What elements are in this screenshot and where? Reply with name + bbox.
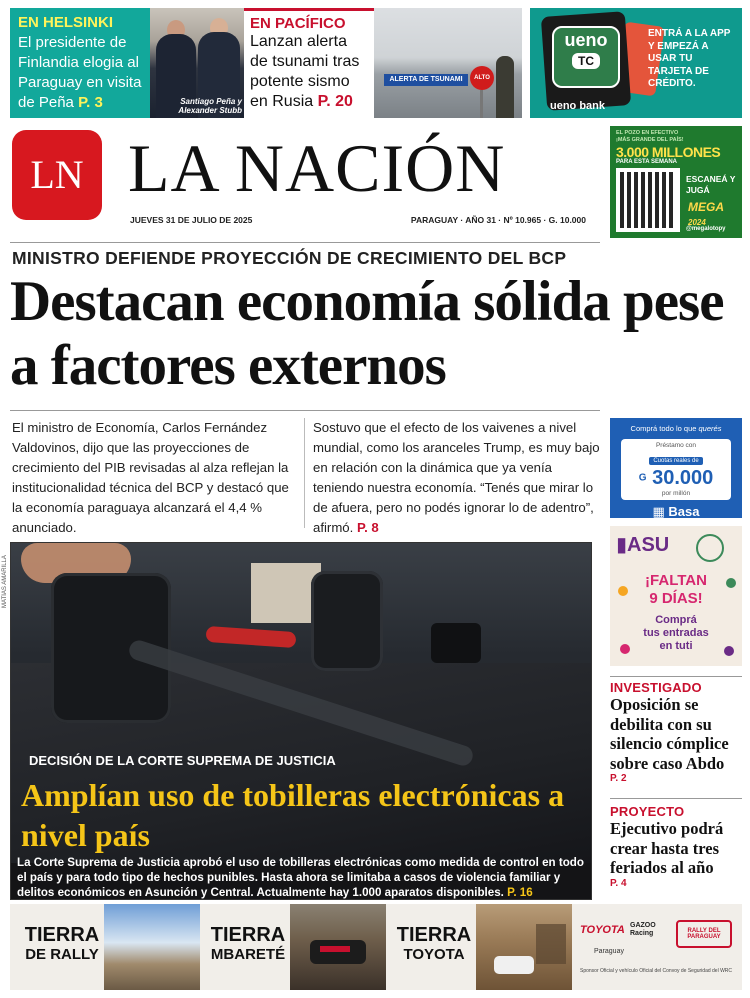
page-ref: P. 8 xyxy=(356,520,379,535)
megaloto-handle: @megalotopy xyxy=(686,226,726,232)
page-ref: P. 2 xyxy=(610,773,627,784)
megaloto-cta: ESCANEÁ Y JUGÁ xyxy=(686,174,736,195)
divider xyxy=(610,676,742,677)
page-ref: P. 4 xyxy=(610,877,627,889)
teaser-kicker: EN PACÍFICO xyxy=(250,15,346,32)
lead-headline[interactable]: Destacan economía sólida pese a factores externos xyxy=(10,270,724,397)
teaser-helsinki[interactable] xyxy=(10,8,150,118)
divider xyxy=(10,410,600,411)
basa-tagline: Comprá todo lo que querés xyxy=(630,424,722,433)
page-ref: P. 20 xyxy=(317,93,353,110)
newspaper-title[interactable]: LA NACIÓN xyxy=(128,130,506,206)
megaloto-ad[interactable] xyxy=(610,126,742,238)
teaser-pacifico-photo xyxy=(374,8,522,118)
globe-icon xyxy=(696,534,724,562)
photo-caption: Santiago Peña y Alexander Stubb xyxy=(178,97,242,115)
page-ref: P. 3 xyxy=(78,94,103,111)
megaloto-amount: 3.000 MILLONES xyxy=(616,144,721,160)
ueno-logo: ueno TC xyxy=(552,26,620,88)
rally-photo xyxy=(476,904,572,990)
teaser-pacifico[interactable] xyxy=(244,8,374,118)
sidebar-headline[interactable]: Oposición se debilita con su silencio cómplice sobre caso Abdo xyxy=(610,695,729,773)
teaser-text: Lanzan alerta de tsunami tras potente sismo en Rusia P. 20 xyxy=(250,33,360,110)
divider xyxy=(610,798,742,799)
megaloto-brand: MEGA 2024 xyxy=(688,200,724,227)
photo-credit: MATÍAS AMARILLA xyxy=(2,555,8,608)
fasu-cta: Comprá tus entradas en tuti xyxy=(643,614,709,652)
divider xyxy=(10,242,600,243)
feature-dek: La Corte Suprema de Justicia aprobó el uso de tobilleras electrónicas como medida de control en todo el país y para todo tipo de hechos punibles. Hasta ahora se limitaba a casos de violencia familiar y delitos económicos en Asunción y Central. Actualmente hay 1.000 aparatos disponibles. P. 16 xyxy=(17,856,584,899)
ueno-cta: ENTRÁ A LA APP Y EMPEZÁ A USAR TU TARJETA DE CRÉDITO. xyxy=(648,28,731,89)
sidebar-story[interactable] xyxy=(610,680,744,784)
sidebar-kicker: INVESTIGADO xyxy=(610,680,702,695)
basa-logo: ▦ Basa xyxy=(652,503,700,518)
lead-column-1: El ministro de Economía, Carlos Fernández Valdovinos, dijo que las proyecciones de crecimiento del PIB revisadas al alza reflejan la institucionalidad técnica del BCP y destacó que la economía paraguaya alcanzará el 4,4 % anunciado. xyxy=(12,420,289,535)
ln-logo[interactable]: LN xyxy=(12,130,102,220)
fasu-countdown: ¡FALTAN 9 DÍAS! xyxy=(645,572,707,607)
feature-headline[interactable]: Amplían uso de tobilleras electrónicas a nivel país xyxy=(21,777,565,853)
lead-column-2: Sostuvo que el efecto de los vaivenes a nivel mundial, como los aranceles Trump, es muy bajo en relación con la dinámica que ya venía teniendo nuestra economía. “Tenés que mirar lo de afuera, pero no podés ignorar lo de adentro”, afirmó. P. 8 xyxy=(313,420,600,535)
sidebar-kicker: PROYECTO xyxy=(610,804,685,819)
teaser-text: El presidente de Finlandia elogia al Paraguay en visita de Peña P. 3 xyxy=(18,34,142,111)
column-divider xyxy=(304,418,305,528)
sidebar-story[interactable] xyxy=(610,804,744,889)
fasu-ad[interactable] xyxy=(610,526,742,666)
feature-kicker: DECISIÓN DE LA CORTE SUPREMA DE JUSTICIA xyxy=(29,753,336,768)
basa-ad[interactable] xyxy=(610,418,742,518)
lead-kicker: MINISTRO DEFIENDE PROYECCIÓN DE CRECIMIENTO DEL BCP xyxy=(12,248,567,268)
sidebar-headline[interactable]: Ejecutivo podrá crear hasta tres feriados al año xyxy=(610,819,724,877)
issue-edition: PARAGUAY · AÑO 31 · Nº 10.965 · G. 10.000 xyxy=(410,215,586,225)
toyota-gazoo-racing-logo: TOYOTA GAZOO Racing RALLY DEL PARAGUAY Paraguay Sponsor Oficial y vehículo Oficial del Convoy de Seguridad del WRC xyxy=(580,908,738,986)
teaser-helsinki-photo xyxy=(150,8,244,118)
ueno-bank-label: ueno bank xyxy=(550,100,606,112)
fasu-logo: ▮ASU xyxy=(616,534,670,556)
ankle-monitor-image xyxy=(311,571,383,671)
rally-photo xyxy=(104,904,200,990)
teaser-kicker: EN HELSINKI xyxy=(18,14,114,31)
sponsor-fineprint: Sponsor Oficial y vehículo Oficial del Convoy de Seguridad del WRC xyxy=(580,968,733,974)
megaloto-week: PARA ESTA SEMANA xyxy=(616,159,678,165)
ueno-ad[interactable] xyxy=(530,8,742,118)
tierra-toyota: TIERRA TOYOTA xyxy=(396,924,472,963)
dateline xyxy=(130,215,586,225)
stop-sign: ALTO xyxy=(470,66,494,90)
issue-date: JUEVES 31 DE JULIO DE 2025 xyxy=(130,215,253,225)
tsunami-sign: ALERTA DE TSUNAMI xyxy=(384,74,468,86)
rally-strip-ad[interactable] xyxy=(10,904,742,990)
rally-paraguay-logo: RALLY DEL PARAGUAY xyxy=(676,920,732,948)
feature-story[interactable] xyxy=(10,542,592,900)
page-ref: P. 16 xyxy=(507,886,533,899)
basa-offer: Préstamo con Cuotas reales de G 30.000 por millón xyxy=(621,439,731,500)
tierra-mbarete: TIERRA MBARETÉ xyxy=(210,924,286,963)
qr-code-icon[interactable] xyxy=(616,168,680,232)
megaloto-line1: EL POZO EN EFECTIVO ¡MÁS GRANDE DEL PAÍS! xyxy=(616,130,684,143)
rally-photo xyxy=(290,904,386,990)
tierra-rally: TIERRA DE RALLY xyxy=(24,924,100,963)
